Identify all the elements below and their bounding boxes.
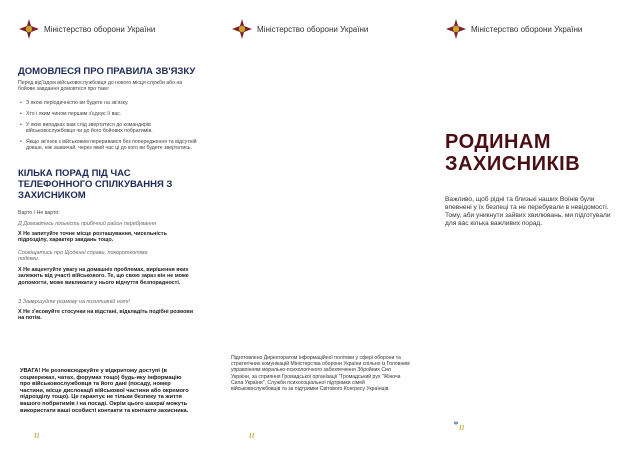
tip-item: Д Домовітесь пільність прибічний район перебування bbox=[18, 221, 156, 227]
privacy-warning: УВАГА! Не розповсюджуйте у відкритому доступі (в соцмережах, чатах, форумах тощо) будь-яку інформацію про військовослужбовця та його дані (посаду, номер частини, місце дислокації військової частини або окремого підрозділу тощо). Це гарантує не тільки безпеку та життя вашого побратимів і на посаді. Окрім цього шахраї можуть використати ваші особисті контакти та контакти захисника. bbox=[20, 368, 189, 414]
rules-title: ДОМОВЛЕСЯ ПРО ПРАВИЛА ЗВ'ЯЗКУ bbox=[18, 66, 196, 77]
tip-item: Сповіщатись про Щоденні справи, покороткотіма подіями. bbox=[18, 250, 148, 263]
rules-bullet: • Хто і яким чином першим з'єднує її вас. bbox=[20, 111, 198, 117]
ministry-emblem-icon bbox=[231, 18, 253, 40]
tip-item: Х Не запитуйте точне місце розташування, чисельність підрозділу, характер завдань тощо. bbox=[18, 231, 167, 244]
panel-left bbox=[0, 0, 213, 453]
footer-logo-icon: ıı bbox=[34, 430, 40, 441]
header bbox=[445, 18, 582, 40]
rules-bullet: • З якою періодичністю ви будете на зв'язку. bbox=[20, 100, 198, 106]
cover-title-line1: РОДИНАМ bbox=[445, 131, 552, 153]
tip-item: Х Не з'ясовуйте стосунки на відстані, відкладіть подібні розмови на потім. bbox=[18, 309, 194, 322]
panel-middle bbox=[213, 0, 427, 453]
panel-right bbox=[427, 0, 640, 453]
cover-title-line2: ЗАХИСНИКІВ bbox=[445, 153, 581, 175]
header bbox=[231, 18, 368, 40]
tip-item: З Завершуйте розмову на позитивній ноті! bbox=[18, 299, 130, 305]
rules-bullet: • Якщо зв'язок з військовим переривався без попередження та відсутній довше, ніж зазвичай, через який час ці до кого ви будете звертатись. bbox=[20, 139, 198, 152]
footer-star-icon: * bbox=[453, 420, 458, 431]
tip-item: Х Не акцентуйте увагу на домашніх проблемах, вирішення яких залежить від участі військового. Те, що свою зараз він не може допомогти, може викликати у нього відчуття безпорадності. bbox=[18, 267, 189, 286]
ministry-name: Міністерство оборони України bbox=[44, 24, 156, 34]
ministry-emblem-icon bbox=[18, 18, 40, 40]
ministry-name: Міністерство оборони України bbox=[257, 24, 369, 34]
rules-bullet: • У яких випадках вам слід звертатися до командирів військовослужбовця чи до його бойових побратимів. bbox=[20, 122, 198, 135]
ministry-emblem-icon bbox=[445, 18, 467, 40]
cover-title bbox=[445, 131, 580, 175]
footer-logo-icon: ıı bbox=[249, 430, 255, 441]
ministry-name: Міністерство оборони України bbox=[471, 24, 583, 34]
credits-text: Підготовлено Директоратом інформаційної політики у сфері оборони та стратегічних комунікацій Міністерства оборони України спільно із Головним управлінням морально-психологічного забезпечення Збройних Сил України, за сприяння Громадської організації "Громадський рух "Жіноча Сила України", Служби психосоціальної підтримки сімей військовослужбовців та за підтримки Світового Конгресу Українців. bbox=[231, 355, 410, 393]
footer-logo-icon: ıı bbox=[459, 422, 465, 433]
rules-intro: Перед від'їздом військовослужбовця до нового місця служби або на бойове завдання домовтеся про таке: bbox=[18, 80, 183, 93]
header bbox=[18, 18, 155, 40]
tips-legend: Варто / Не варто: bbox=[18, 210, 60, 216]
cover-intro: Важливо, щоб рідні та близькі наших Воїнів були впевнені у їх безпеці та не перебували в невідомості. Тому, аби уникнути зайвих хвилювань, ми підготували для вас кілька важливих порад. bbox=[445, 196, 611, 227]
tips-title: КІЛЬКА ПОРАД ПІД ЧАС ТЕЛЕФОННОГО СПІЛКУВАННЯ З ЗАХИСНИКОМ bbox=[18, 168, 173, 201]
